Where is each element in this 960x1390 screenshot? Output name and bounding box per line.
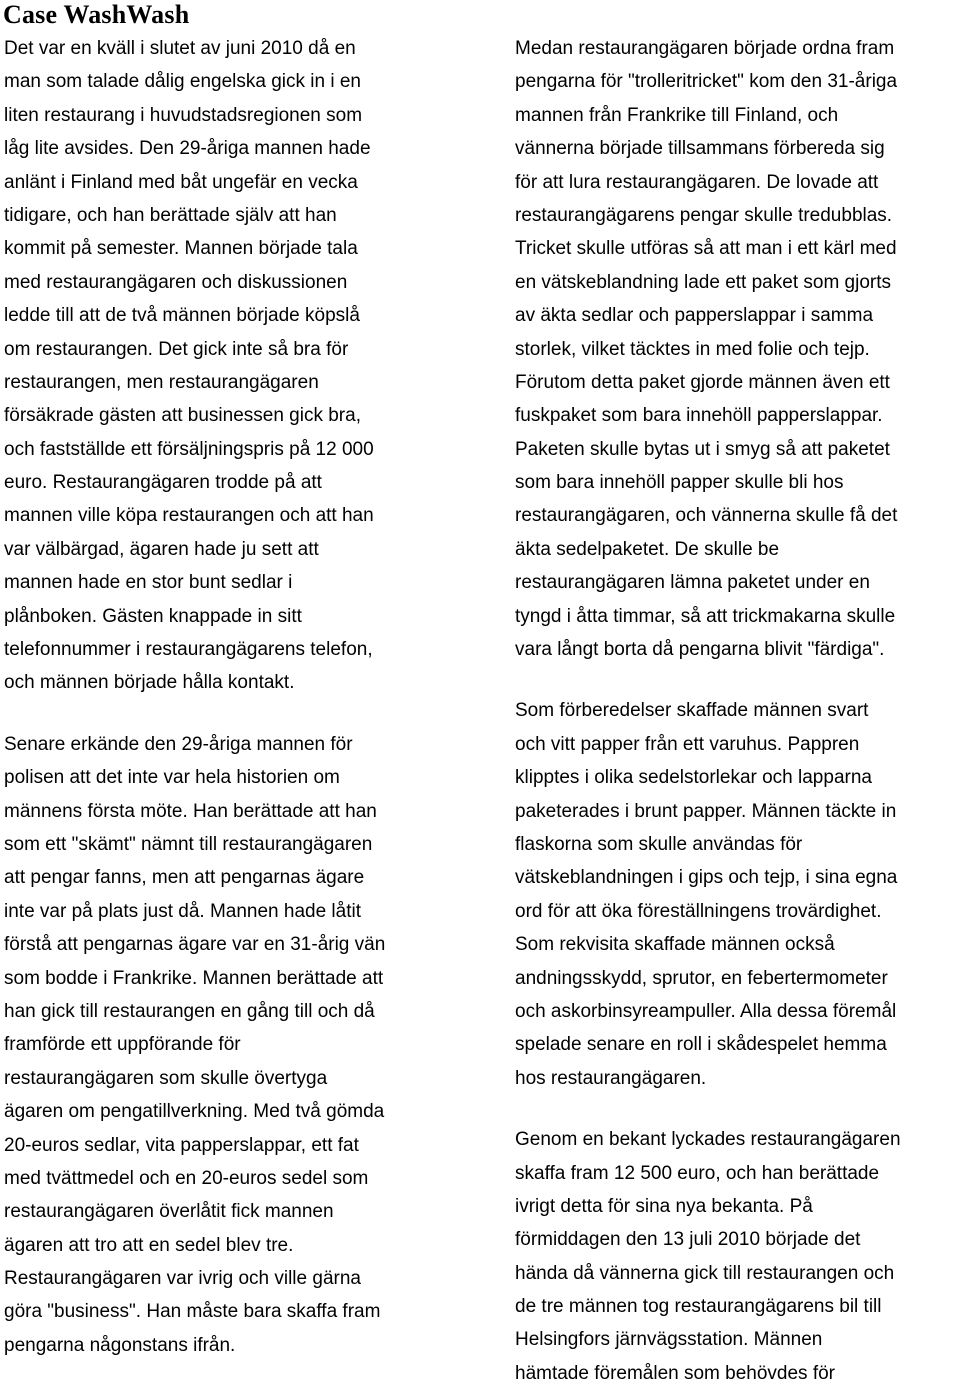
- text-line: flaskorna som skulle användas för: [515, 833, 803, 855]
- text-line: spelade senare en roll i skådespelet hemma: [515, 1034, 887, 1056]
- text-line: tyngd i åtta timmar, så att trickmakarna skulle: [515, 605, 896, 627]
- text-line: med restaurangägaren och diskussionen: [4, 271, 348, 293]
- text-line: som ett "skämt" nämnt till restaurangägaren: [4, 833, 373, 855]
- text-line: och fastställde ett försäljningspris på 12 000: [4, 438, 374, 460]
- text-line: en vätskeblandning lade ett paket som gjorts: [515, 271, 892, 293]
- text-line: tidigare, och han berättade själv att han: [4, 204, 337, 226]
- text-line: förstå att pengarnas ägare var en 31-årig vän: [4, 934, 386, 956]
- text-line: kommit på semester. Mannen började tala: [4, 238, 358, 260]
- text-line: Paketen skulle bytas ut i smyg så att paketet: [515, 438, 890, 460]
- text-line: Helsingfors järnvägsstation. Männen: [515, 1329, 823, 1351]
- text-line: inte var på plats just då. Mannen hade låtit: [4, 900, 362, 922]
- text-line: restaurangägaren överlåtit fick mannen: [4, 1201, 334, 1223]
- text-line: med tvättmedel och en 20-euros sedel som: [4, 1167, 369, 1189]
- text-line: Förutom detta paket gjorde männen även ett: [515, 371, 890, 393]
- text-line: pengarna någonstans ifrån.: [4, 1334, 236, 1356]
- text-line: som bara innehöll papper skulle bli hos: [515, 472, 844, 494]
- paragraph-spacer: [515, 666, 960, 694]
- left-column: [4, 32, 456, 1362]
- text-line: var välbärgad, ägaren hade ju sett att: [4, 538, 319, 560]
- text-line: hos restaurangägaren.: [515, 1067, 707, 1089]
- text-line: äkta sedelpaketet. De skulle be: [515, 538, 780, 560]
- text-line: skaffa fram 12 500 euro, och han berättade: [515, 1162, 880, 1184]
- text-line: för att lura restaurangägaren. De lovade att: [515, 171, 879, 193]
- text-line: ivrigt detta för sina nya bekanta. På: [515, 1195, 813, 1217]
- text-line: som bodde i Frankrike. Mannen berättade att: [4, 967, 384, 989]
- text-line: storlek, vilket täcktes in med folie och tejp.: [515, 338, 870, 360]
- text-line: framförde ett uppförande för: [4, 1034, 241, 1056]
- text-line: restaurangen, men restaurangägaren: [4, 371, 319, 393]
- text-line: av äkta sedlar och papperslappar i samma: [515, 305, 874, 327]
- text-line: Restaurangägaren var ivrig och ville gärna: [4, 1268, 361, 1290]
- text-line: mannen hade en stor bunt sedlar i: [4, 572, 293, 594]
- text-line: telefonnummer i restaurangägarens telefon,: [4, 639, 373, 661]
- text-line: Medan restaurangägaren började ordna fram: [515, 38, 895, 59]
- text-line: restaurangägaren, och vännerna skulle få det: [515, 505, 898, 527]
- right-column: [515, 32, 960, 1390]
- text-line: euro. Restaurangägaren trodde på att: [4, 472, 322, 494]
- text-line: ägaren att tro att en sedel blev tre.: [4, 1234, 294, 1256]
- paragraph-spacer: [515, 1095, 960, 1123]
- text-line: klipptes i olika sedelstorlekar och lapparna: [515, 767, 872, 789]
- text-line: och askorbinsyreampuller. Alla dessa föremål: [515, 1000, 897, 1022]
- text-line: fuskpaket som bara innehöll papperslappar.: [515, 405, 883, 427]
- paragraph: [4, 32, 456, 700]
- text-line: plånboken. Gästen knappade in sitt: [4, 605, 302, 627]
- paragraph: [515, 1123, 960, 1390]
- text-line: liten restaurang i huvudstadsregionen som: [4, 104, 363, 126]
- text-line: hända då vännerna gick till restaurangen och: [515, 1262, 895, 1284]
- text-line: att pengar fanns, men att pengarnas ägare: [4, 867, 365, 889]
- text-line: vännerna började tillsammans förbereda sig: [515, 138, 885, 160]
- text-line: vara långt borta då pengarna blivit "färdiga".: [515, 639, 885, 661]
- text-line: andningsskydd, sprutor, en febertermometer: [515, 967, 888, 989]
- text-line: de tre männen tog restaurangägarens bil till: [515, 1296, 882, 1318]
- text-line: anlänt i Finland med båt ungefär en vecka: [4, 171, 358, 193]
- text-line: han gick till restaurangen en gång till och då: [4, 1000, 375, 1022]
- text-line: Tricket skulle utföras så att man i ett kärl med: [515, 238, 897, 260]
- text-line: och vitt papper från ett varuhus. Pappren: [515, 733, 860, 755]
- text-line: ledde till att de två männen började köpslå: [4, 305, 360, 327]
- paragraph: [515, 694, 960, 1095]
- text-line: restaurangägarens pengar skulle tredubblas.: [515, 204, 893, 226]
- text-line: försäkrade gästen att businessen gick bra,: [4, 405, 361, 427]
- paragraph-spacer: [4, 700, 456, 728]
- text-line: förmiddagen den 13 juli 2010 började det: [515, 1229, 861, 1251]
- text-line: pengarna för "trolleritricket" kom den 31-åriga: [515, 71, 898, 93]
- text-line: vätskeblandningen i gips och tejp, i sina egna: [515, 867, 898, 889]
- paragraph: [4, 728, 456, 1362]
- text-line: Genom en bekant lyckades restaurangägaren: [515, 1129, 901, 1151]
- document-title: Case WashWash: [3, 0, 190, 29]
- text-line: restaurangägaren lämna paketet under en: [515, 572, 870, 594]
- paragraph: [515, 32, 960, 666]
- text-line: mannen från Frankrike till Finland, och: [515, 104, 839, 126]
- text-line: Som förberedelser skaffade männen svart: [515, 700, 869, 722]
- text-line: man som talade dålig engelska gick in i en: [4, 71, 361, 93]
- text-line: männens första möte. Han berättade att han: [4, 800, 377, 822]
- text-line: 20-euros sedlar, vita papperslappar, ett fat: [4, 1134, 359, 1156]
- text-line: mannen ville köpa restaurangen och att han: [4, 505, 374, 527]
- text-line: polisen att det inte var hela historien om: [4, 767, 340, 789]
- text-line: restaurangägaren som skulle övertyga: [4, 1067, 328, 1089]
- text-line: om restaurangen. Det gick inte så bra för: [4, 338, 349, 360]
- text-line: Senare erkände den 29-åriga mannen för: [4, 733, 353, 755]
- text-line: hämtade föremålen som behövdes för: [515, 1362, 836, 1384]
- text-line: göra "business". Han måste bara skaffa fram: [4, 1301, 381, 1323]
- text-line: ägaren om pengatillverkning. Med två gömda: [4, 1101, 385, 1123]
- text-line: Det var en kväll i slutet av juni 2010 då en: [4, 38, 356, 59]
- text-line: Som rekvisita skaffade männen också: [515, 934, 835, 956]
- text-line: och männen började hålla kontakt.: [4, 672, 295, 694]
- text-line: ord för att öka föreställningens trovärdighet.: [515, 900, 882, 922]
- text-line: låg lite avsides. Den 29-åriga mannen hade: [4, 138, 371, 160]
- text-line: paketerades i brunt papper. Männen täckte in: [515, 800, 897, 822]
